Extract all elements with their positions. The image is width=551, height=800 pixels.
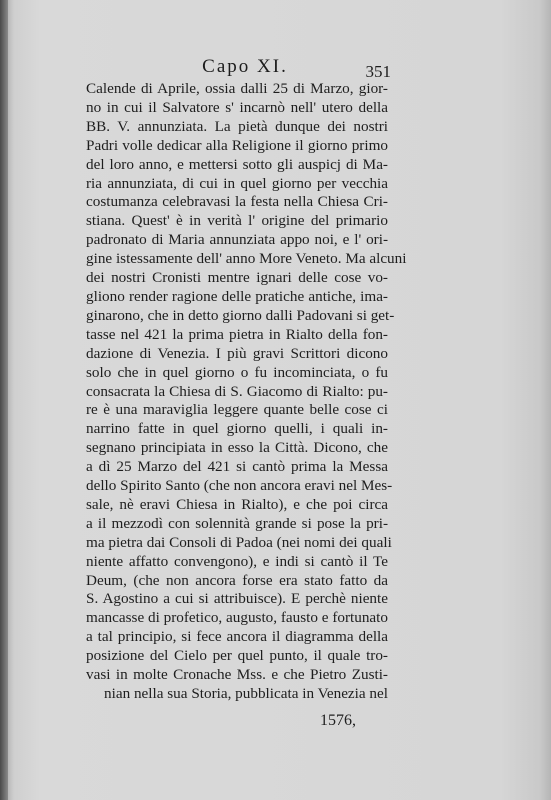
text-line: niente affatto convengono), e indi si cantò il Te xyxy=(86,552,388,570)
page-number: 351 xyxy=(365,62,391,81)
text-line: solo che in quel giorno o fu incominciata, o fu xyxy=(86,363,388,381)
text-line: Padri volle dedicar alla Religione il giorno primo xyxy=(86,136,388,154)
text-line: a il mezzodì con solennità grande si pose la pri- xyxy=(86,514,388,532)
text-line: narrino fatte in quel giorno quelli, i quali in- xyxy=(86,420,388,438)
catchword: 1576, xyxy=(320,712,356,729)
text-line: padronato di Maria annunziata appo noi, e l' ori- xyxy=(86,231,388,249)
text-line: stiana. Quest' è in verità l' origine del primario xyxy=(86,212,388,230)
text-line: no in cui il Salvatore s' incarnò nell' utero della xyxy=(86,98,388,116)
text-line: sale, nè eravi Chiesa in Rialto), e che poi circa xyxy=(86,495,388,513)
text-line: dei nostri Cronisti mentre ignari delle cose vo- xyxy=(86,269,388,287)
text-line: a dì 25 Marzo del 421 si cantò prima la Messa xyxy=(86,458,388,476)
text-line: ria annunziata, di cui in quel giorno per vecchia xyxy=(86,174,388,192)
text-line: re è una maraviglia leggere quante belle cose ci xyxy=(86,401,388,419)
text-line: Calende di Aprile, ossia dalli 25 di Marzo, gior- xyxy=(86,80,388,97)
text-line: a tal principio, si fece ancora il diagramma della xyxy=(86,628,388,646)
binding-gutter xyxy=(0,0,8,800)
text-line: S. Agostino a cui si attribuisce). E perchè niente xyxy=(86,590,388,608)
text-line: segnano principiata in esso la Città. Dicono, che xyxy=(86,439,388,457)
running-title: Capo XI. xyxy=(202,56,288,77)
text-line: ginarono, che in detto giorno dalli Padovani si get- xyxy=(86,306,395,324)
text-line: mancasse di profetico, augusto, fausto e fortunato xyxy=(86,609,388,627)
text-line: costumanza celebravasi la festa nella Chiesa Cri- xyxy=(86,193,388,211)
text-line: gliono render ragione delle pratiche antiche, ima- xyxy=(86,287,388,305)
text-line: dazione di Venezia. I più gravi Scrittori dicono xyxy=(86,344,388,362)
text-line: nian nella sua Storia, pubblicata in Venezia nel xyxy=(104,685,388,702)
text-line: gine istessamente dell' anno More Veneto. Ma alcuni xyxy=(86,250,407,268)
text-line: posizione del Cielo per quel punto, il quale tro- xyxy=(86,647,388,665)
text-line: consacrata la Chiesa di S. Giacomo di Rialto: pu- xyxy=(86,382,388,400)
text-line: BB. V. annunziata. La pietà dunque dei nostri xyxy=(86,117,388,135)
text-line: del loro anno, e mettersi sotto gli auspicj di Ma- xyxy=(86,155,388,173)
text-line: ma pietra dai Consoli di Padoa (nei nomi dei quali xyxy=(86,533,392,551)
text-line: vasi in molte Cronache Mss. e che Pietro Zusti- xyxy=(86,666,388,684)
text-line: tasse nel 421 la prima pietra in Rialto della fon- xyxy=(86,325,388,343)
text-line: Deum, (che non ancora forse era stato fatto da xyxy=(86,571,388,589)
text-line: dello Spirito Santo (che non ancora eravi nel Mes- xyxy=(86,477,393,495)
body-text xyxy=(86,80,407,704)
